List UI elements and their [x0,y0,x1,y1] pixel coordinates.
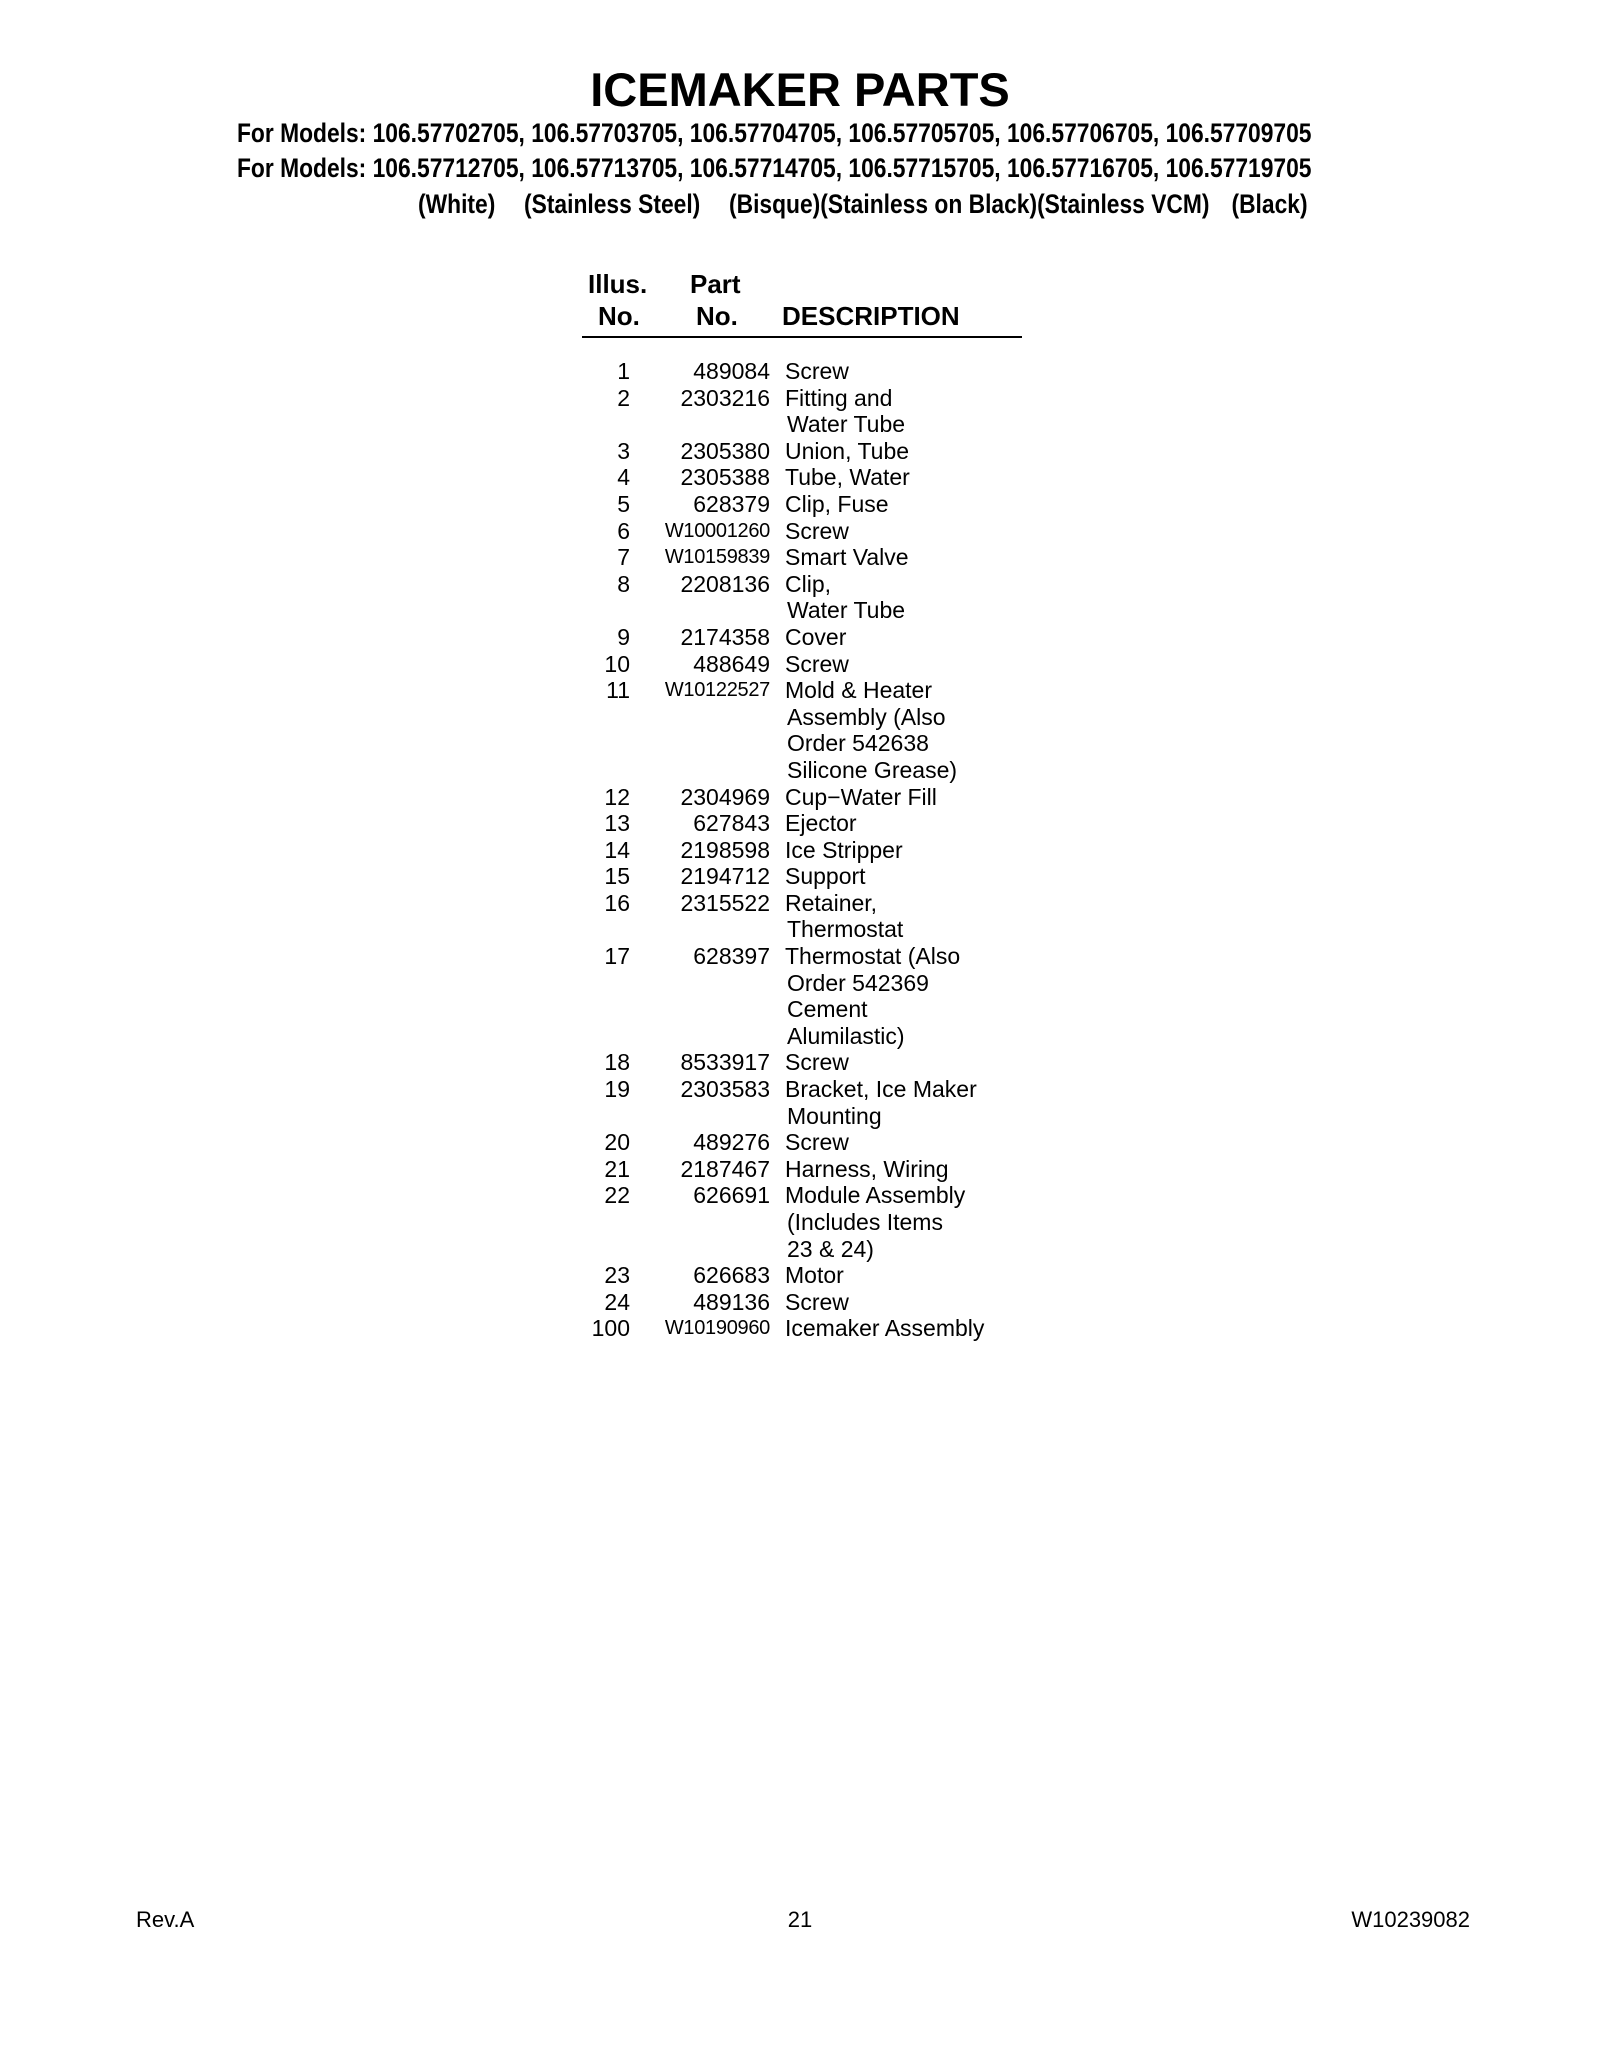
table-row [582,943,1022,1049]
description-line: Bracket, Ice Maker [785,1076,977,1103]
color-bisque: (Bisque) [728,189,821,219]
header-description: DESCRIPTION [782,301,960,331]
illus-number: 24 [604,1288,630,1315]
part-number: 628397 [693,943,770,970]
table-row [582,1129,1022,1156]
header-illus-line2: No. [598,301,640,331]
part-description [785,677,1022,783]
description-line: Mounting [787,1102,882,1129]
part-description [785,1049,1022,1076]
illus-number: 19 [604,1076,630,1103]
description-line: Alumilastic) [787,1022,905,1049]
table-row [582,624,1022,651]
description-line: Screw [785,358,849,384]
description-line: Cement [787,996,868,1023]
illus-number: 21 [604,1155,630,1182]
part-number: 2304969 [680,783,770,810]
description-line: Thermostat (Also [785,943,961,970]
part-description [785,385,1022,438]
illus-number: 100 [591,1315,630,1342]
description-line: (Includes Items [787,1209,943,1235]
part-description [785,438,1022,465]
description-line: Icemaker Assembly [785,1315,985,1342]
illus-number: 15 [604,863,630,890]
description-line: Cup−Water Fill [785,783,937,810]
header-illus-line1: Illus. [588,269,648,299]
illus-number: 2 [617,384,630,411]
table-row [582,385,1022,438]
table-row [582,1315,1022,1342]
description-line: Ice Stripper [785,836,903,863]
color-white: (White) [418,189,496,219]
illus-number: 18 [604,1049,630,1076]
color-variants [418,187,1308,221]
part-description [785,810,1022,837]
parts-table-header [582,268,1022,338]
header-part-line2: No. [696,301,738,331]
part-description [785,1289,1022,1316]
part-number: 489136 [693,1288,770,1315]
part-description [785,890,1022,943]
table-row [582,810,1022,837]
part-number: 2194712 [680,863,770,890]
part-description [785,518,1022,545]
part-number: W10122527 [664,679,770,702]
part-number: 2315522 [680,889,770,916]
part-number: 2174358 [680,623,770,650]
part-number: 488649 [693,650,770,677]
illus-number: 8 [617,570,630,597]
part-number: 628379 [693,490,770,517]
part-description [785,1076,1022,1129]
description-line: Module Assembly [785,1182,966,1209]
description-line: Silicone Grease) [787,756,958,783]
part-description [785,1156,1022,1183]
illus-number: 4 [617,464,630,491]
part-number: 626683 [693,1262,770,1289]
description-line: Support [785,863,866,890]
description-line: Harness, Wiring [785,1155,949,1182]
description-line: Screw [785,517,849,544]
part-number: 2305380 [680,437,770,464]
description-line: Ejector [785,810,857,837]
illus-number: 1 [617,358,630,384]
color-black: (Black) [1231,189,1308,219]
table-row [582,571,1022,624]
part-number: 2305388 [680,464,770,491]
footer-page-number: 21 [787,1907,813,1932]
table-row [582,837,1022,864]
footer-revision: Rev.A [136,1907,195,1932]
part-number: 489084 [693,358,770,384]
table-row [582,518,1022,545]
table-row [582,677,1022,783]
description-line: Clip, [785,570,832,597]
models-line-1: For Models: 106.57702705, 106.57703705, 106.57704705, 106.57705705, 106.57706705, 106.57709705 [237,118,1312,148]
illus-number: 16 [604,889,630,916]
color-stainless-vcm: (Stainless VCM) [1037,189,1210,219]
part-number: W10190960 [664,1317,770,1340]
description-line: Screw [785,1129,849,1156]
part-description [785,784,1022,811]
part-number: 2198598 [680,836,770,863]
description-line: Water Tube [787,597,906,624]
part-description [785,571,1022,624]
part-number: 2303583 [680,1076,770,1103]
illus-number: 5 [617,490,630,517]
description-line: Water Tube [787,411,906,438]
part-description [785,464,1022,491]
description-line: Cover [785,623,847,650]
illus-number: 12 [604,783,630,810]
table-row [582,491,1022,518]
footer-document-number: W10239082 [1351,1907,1470,1932]
part-number: 2208136 [680,570,770,597]
parts-table-body [582,358,1022,1342]
table-row [582,1262,1022,1289]
part-description [785,1182,1022,1262]
description-line: Screw [785,1288,849,1315]
illus-number: 17 [604,943,630,970]
table-row [582,438,1022,465]
description-line: Assembly (Also [787,703,946,730]
part-description [785,651,1022,678]
color-stainless-on-black: (Stainless on Black) [820,189,1038,219]
part-number: 489276 [693,1129,770,1156]
table-row [582,1182,1022,1262]
color-stainless-steel: (Stainless Steel) [524,189,701,219]
description-line: 23 & 24) [787,1235,874,1262]
table-row [582,464,1022,491]
table-row [582,651,1022,678]
table-row [582,1076,1022,1129]
description-line: Order 542369 [787,969,929,996]
illus-number: 13 [604,810,630,837]
illus-number: 9 [617,623,630,650]
part-number: 2187467 [680,1155,770,1182]
description-line: Retainer, [785,889,878,916]
description-line: Motor [785,1262,844,1289]
part-number: 627843 [693,810,770,837]
parts-table [582,268,1022,1342]
table-row [582,358,1022,385]
part-description [785,1129,1022,1156]
header-part-line1: Part [690,269,741,299]
description-line: Thermostat [787,916,904,943]
part-number: 626691 [693,1182,770,1209]
illus-number: 7 [617,544,630,571]
table-row [582,863,1022,890]
part-description [785,358,1022,385]
part-number: 8533917 [680,1049,770,1076]
part-description [785,491,1022,518]
illus-number: 11 [606,677,630,704]
part-description [785,943,1022,1049]
illus-number: 14 [604,836,630,863]
models-line-2: For Models: 106.57712705, 106.57713705, 106.57714705, 106.57715705, 106.57716705, 106.57719705 [237,153,1312,183]
illus-number: 6 [617,517,630,544]
table-row [582,544,1022,571]
table-row [582,1289,1022,1316]
page-title: ICEMAKER PARTS [590,63,1010,116]
illus-number: 10 [604,650,630,677]
description-line: Screw [785,650,849,677]
part-number: W10001260 [664,519,770,542]
description-line: Mold & Heater [785,677,933,704]
illus-number: 3 [617,437,630,464]
part-description [785,837,1022,864]
description-line: Tube, Water [785,464,910,491]
part-description [785,624,1022,651]
part-description [785,1262,1022,1289]
table-row [582,1049,1022,1076]
part-description [785,863,1022,890]
description-line: Smart Valve [785,544,909,571]
part-number: 2303216 [680,384,770,411]
illus-number: 20 [604,1129,630,1156]
table-row [582,784,1022,811]
illus-number: 22 [604,1182,630,1209]
part-number: W10159839 [664,546,770,569]
description-line: Fitting and [785,384,893,411]
description-line: Order 542638 [787,730,929,757]
part-description [785,1315,1022,1342]
description-line: Clip, Fuse [785,490,889,517]
table-row [582,1156,1022,1183]
description-line: Union, Tube [785,437,910,464]
table-row [582,890,1022,943]
part-description [785,544,1022,571]
illus-number: 23 [604,1262,630,1289]
description-line: Screw [785,1049,849,1076]
